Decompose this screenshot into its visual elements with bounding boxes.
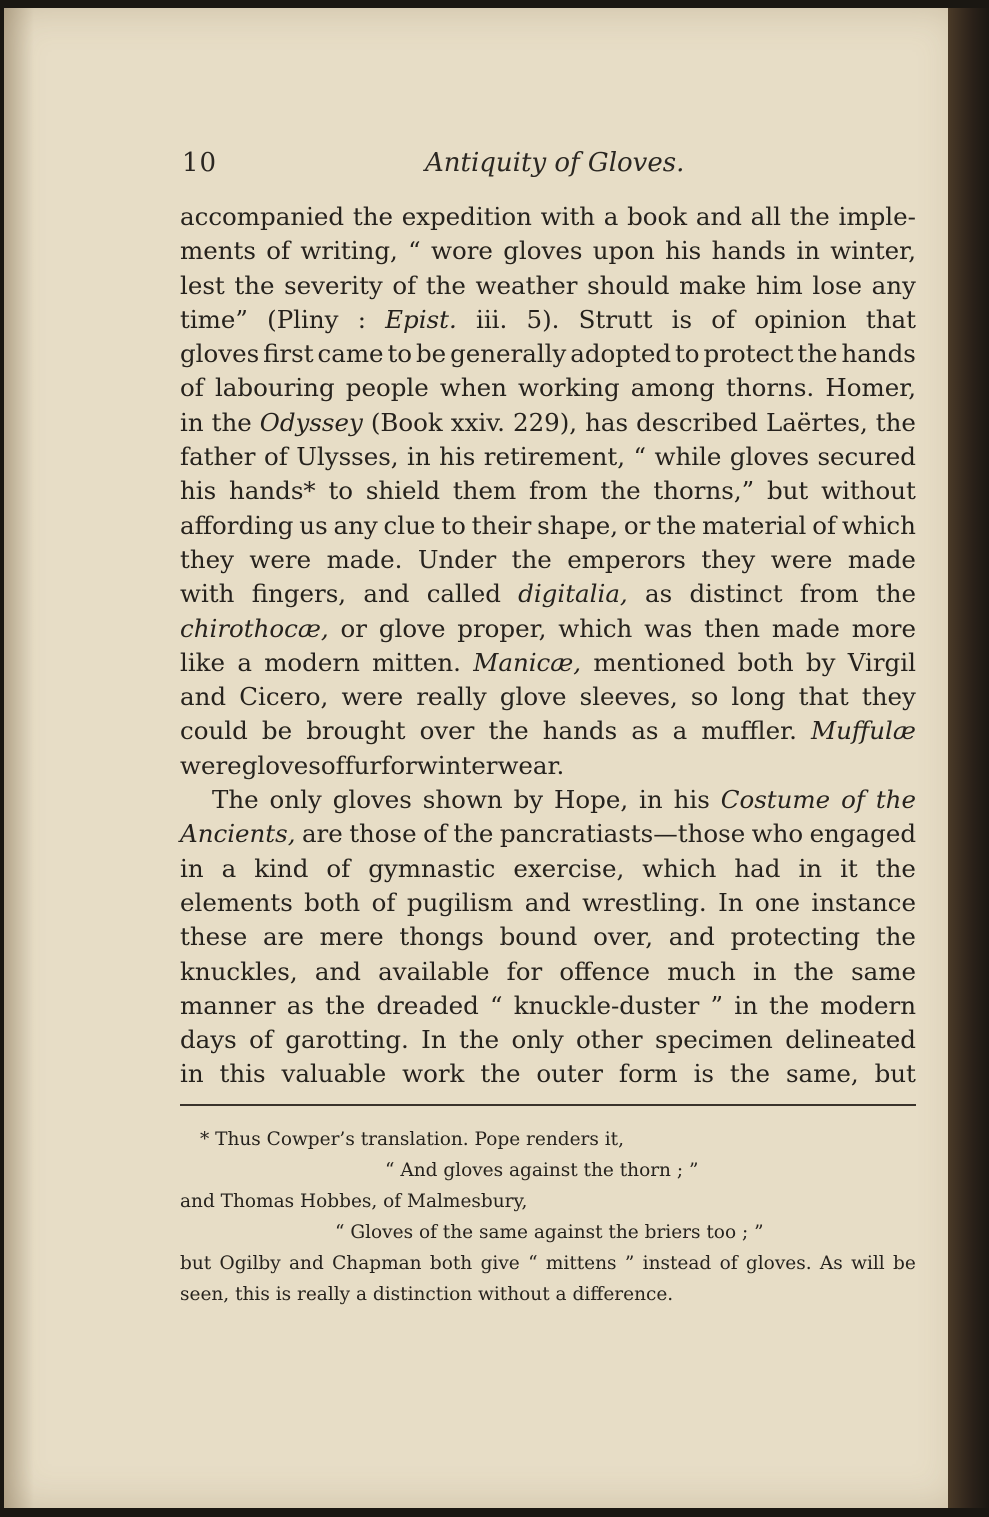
text-line: elements both of pugilism and wrestling. In one instance bbox=[180, 887, 916, 917]
footnote-line: but Ogilby and Chapman both give “ mittens ” instead of gloves. As will be bbox=[180, 1253, 916, 1274]
text-line: these are mere thongs bound over, and protecting the bbox=[180, 922, 916, 952]
book-spine-edge bbox=[948, 8, 989, 1508]
text-line: Ancients, are those of the pancratiasts—those who engaged bbox=[180, 819, 916, 849]
footnotes bbox=[180, 1124, 916, 1310]
text-line: days of garotting. In the only other specimen delineated bbox=[180, 1025, 916, 1055]
page-header bbox=[182, 148, 917, 182]
text-line: manner as the dreaded “ knuckle-duster ” in the modern bbox=[180, 990, 916, 1020]
footnote-line: “ Gloves of the same against the briers too ; ” bbox=[335, 1222, 764, 1243]
text-line: chirothocæ, or glove proper, which was then made more bbox=[180, 613, 916, 643]
text-line: in a kind of gymnastic exercise, which had in it the bbox=[180, 853, 916, 883]
text-line: and Cicero, were really glove sleeves, so long that they bbox=[180, 682, 916, 712]
footnote-line: * Thus Cowper’s translation. Pope renders it, bbox=[200, 1129, 624, 1150]
text-line: with fingers, and called digitalia, as distinct from the bbox=[180, 579, 916, 609]
footnote-rule bbox=[180, 1104, 916, 1106]
text-line: were gloves of fur for winter wear. bbox=[180, 750, 565, 780]
text-line: lest the severity of the weather should make him lose any bbox=[180, 270, 916, 300]
text-line: his hands* to shield them from the thorns,” but without bbox=[180, 476, 916, 506]
text-line: like a modern mitten. Manicæ, mentioned both by Virgil bbox=[180, 647, 916, 677]
text-line: knuckles, and available for offence much in the same bbox=[180, 956, 916, 986]
running-title: Antiquity of Gloves. bbox=[425, 148, 685, 178]
body-text bbox=[180, 200, 916, 1092]
footnote-line: and Thomas Hobbes, of Malmesbury, bbox=[180, 1191, 528, 1212]
text-line: The only gloves shown by Hope, in his Costume of the bbox=[212, 785, 916, 815]
text-line: could be brought over the hands as a muffler. Muffulæ bbox=[180, 716, 916, 746]
footnote-line: “ And gloves against the thorn ; ” bbox=[385, 1160, 699, 1181]
footnote-line: seen, this is really a distinction without a difference. bbox=[180, 1284, 674, 1305]
text-line: ments of writing, “ wore gloves upon his hands in winter, bbox=[180, 236, 916, 266]
page-number: 10 bbox=[182, 148, 218, 178]
text-line: affording us any clue to their shape, or the material of which bbox=[180, 510, 916, 540]
text-line: in the Odyssey (Book xxiv. 229), has described Laërtes, the bbox=[180, 407, 916, 437]
text-line: they were made. Under the emperors they were made bbox=[180, 544, 916, 574]
text-line: time” (Pliny : Epist. iii. 5). Strutt is of opinion that bbox=[180, 304, 916, 334]
text-line: gloves first came to be generally adopted to protect the hands bbox=[180, 339, 916, 369]
text-line: of labouring people when working among thorns. Homer, bbox=[180, 373, 916, 403]
text-line: in this valuable work the outer form is the same, but bbox=[180, 1059, 916, 1089]
page-gutter-shadow bbox=[4, 8, 34, 1508]
text-line: father of Ulysses, in his retirement, “ while gloves secured bbox=[180, 442, 916, 472]
text-line: accompanied the expedition with a book and all the imple- bbox=[180, 202, 916, 231]
